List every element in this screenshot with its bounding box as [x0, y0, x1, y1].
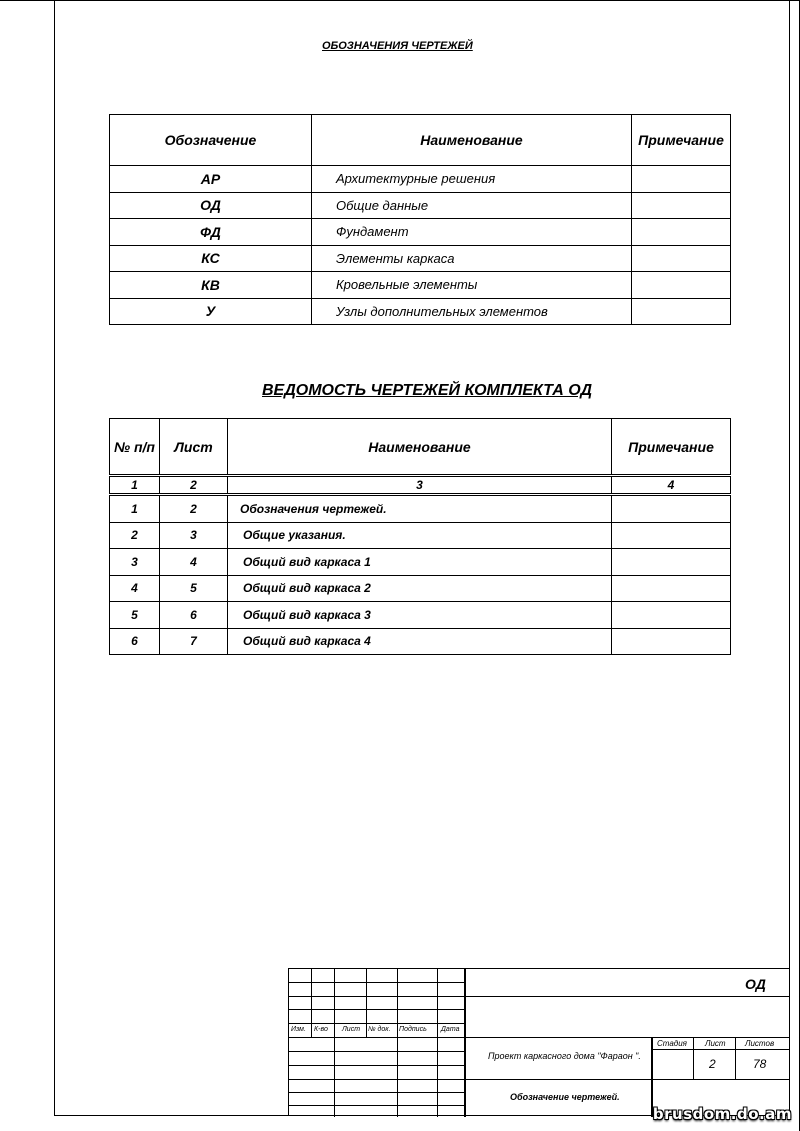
column-number: 4	[612, 476, 731, 495]
designations-header-row	[110, 115, 731, 166]
designation-name: Фундамент	[312, 219, 632, 246]
row-sheet: 6	[160, 602, 228, 629]
row-name: Общие указания.	[228, 522, 612, 549]
row-note	[612, 522, 731, 549]
row-number: 6	[110, 628, 160, 655]
row-sheet: 2	[160, 495, 228, 523]
sheet-name: Обозначение чертежей.	[510, 1092, 620, 1102]
table-row	[110, 166, 731, 193]
stage-label: Стадия	[657, 1039, 687, 1048]
col-label-change: Изм.	[291, 1026, 306, 1033]
designation-code: КВ	[110, 272, 312, 299]
designation-note	[632, 245, 731, 272]
header-sheet: Лист	[160, 419, 228, 476]
col-label-qty: К-во	[314, 1026, 328, 1033]
header-number: № п/п	[110, 419, 160, 476]
table-row	[110, 298, 731, 325]
header-name: Наименование	[312, 115, 632, 166]
column-number-row	[110, 476, 731, 495]
col-label-signature: Подпись	[399, 1026, 427, 1033]
table-row	[110, 272, 731, 299]
row-number: 5	[110, 602, 160, 629]
designation-name: Узлы дополнительных элементов	[312, 298, 632, 325]
designation-name: Элементы каркаса	[312, 245, 632, 272]
designation-code: КС	[110, 245, 312, 272]
row-sheet: 7	[160, 628, 228, 655]
row-note	[612, 495, 731, 523]
designation-note	[632, 166, 731, 193]
header-name: Наименование	[228, 419, 612, 476]
table-row	[110, 245, 731, 272]
designation-note	[632, 298, 731, 325]
watermark: brusdom.do.am	[652, 1105, 792, 1123]
doc-title: ОБОЗНАЧЕНИЯ ЧЕРТЕЖЕЙ	[322, 40, 473, 52]
designation-code: У	[110, 298, 312, 325]
register-title: ВЕДОМОСТЬ ЧЕРТЕЖЕЙ КОМПЛЕКТА ОД	[262, 382, 593, 399]
row-number: 3	[110, 549, 160, 576]
title-block	[288, 968, 790, 1116]
designation-code: ФД	[110, 219, 312, 246]
row-name: Общий вид каркаса 1	[228, 549, 612, 576]
register-header-row	[110, 419, 731, 476]
row-name: Общий вид каркаса 3	[228, 602, 612, 629]
drawing-register-table	[109, 418, 731, 655]
column-number: 3	[228, 476, 612, 495]
sheet-label: Лист	[705, 1039, 726, 1048]
table-row	[110, 549, 731, 576]
row-note	[612, 549, 731, 576]
row-note	[612, 602, 731, 629]
table-row	[110, 495, 731, 523]
col-label-doc: № док.	[368, 1026, 391, 1033]
designation-note	[632, 272, 731, 299]
designation-code: ОД	[110, 192, 312, 219]
column-number: 1	[110, 476, 160, 495]
table-row	[110, 628, 731, 655]
col-label-sheet: Лист	[342, 1026, 361, 1033]
designations-table	[109, 114, 731, 325]
designation-code: АР	[110, 166, 312, 193]
table-row	[110, 575, 731, 602]
designation-name: Кровельные элементы	[312, 272, 632, 299]
table-row	[110, 192, 731, 219]
header-note: Примечание	[612, 419, 731, 476]
sheets-label: Листов	[745, 1039, 775, 1048]
sheets-value: 78	[753, 1057, 767, 1071]
row-name: Обозначения чертежей.	[228, 495, 612, 523]
table-row	[110, 219, 731, 246]
row-name: Общий вид каркаса 4	[228, 628, 612, 655]
row-number: 4	[110, 575, 160, 602]
designation-note	[632, 192, 731, 219]
designation-name: Общие данные	[312, 192, 632, 219]
column-number: 2	[160, 476, 228, 495]
row-sheet: 5	[160, 575, 228, 602]
row-number: 2	[110, 522, 160, 549]
title-block-code: ОД	[745, 976, 766, 992]
col-label-date: Дата	[441, 1026, 460, 1033]
row-name: Общий вид каркаса 2	[228, 575, 612, 602]
row-number: 1	[110, 495, 160, 523]
designation-name: Архитектурные решения	[312, 166, 632, 193]
row-sheet: 4	[160, 549, 228, 576]
header-designation: Обозначение	[110, 115, 312, 166]
header-note: Примечание	[632, 115, 731, 166]
row-note	[612, 575, 731, 602]
sheet-value: 2	[709, 1057, 716, 1071]
table-row	[110, 522, 731, 549]
designation-note	[632, 219, 731, 246]
row-sheet: 3	[160, 522, 228, 549]
row-note	[612, 628, 731, 655]
project-name: Проект каркасного дома "Фараон ".	[488, 1051, 641, 1061]
table-row	[110, 602, 731, 629]
